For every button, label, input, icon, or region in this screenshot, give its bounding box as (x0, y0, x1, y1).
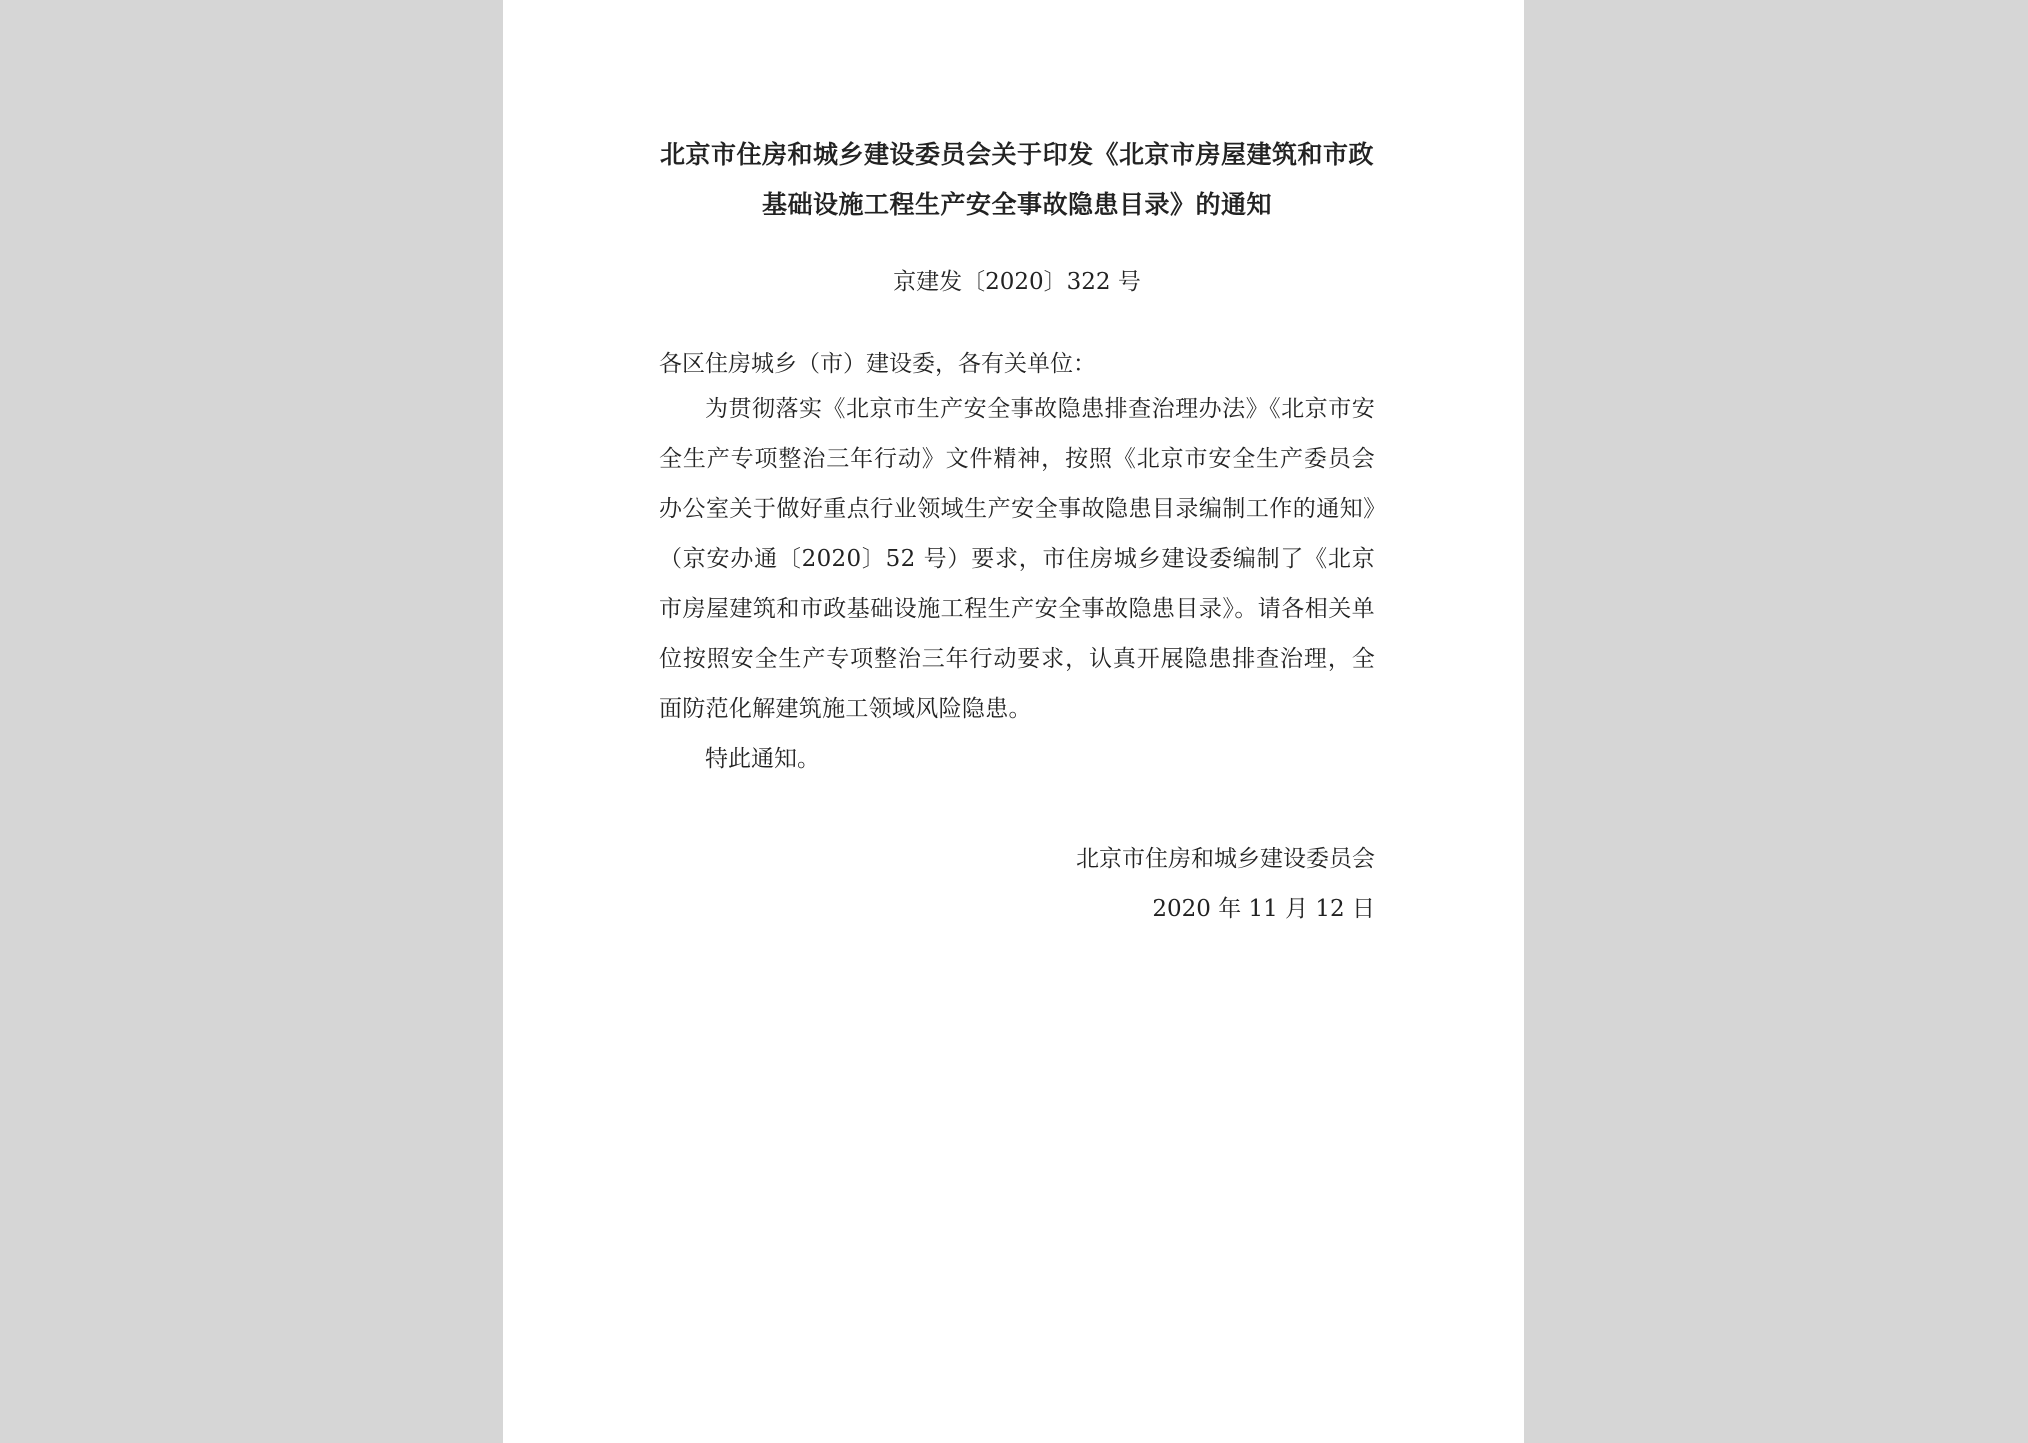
title-line-1: 北京市住房和城乡建设委员会关于印发《北京市房屋建筑和市政 (659, 140, 1374, 169)
document-content (659, 130, 1375, 934)
body-paragraph: 为贯彻落实《北京市生产安全事故隐患排查治理办法》《北京市安全生产专项整治三年行动》文件精神，按照《北京市安全生产委员会办公室关于做好重点行业领域生产安全事故隐患目录编制工作的通知》（京安办通〔2020〕52 号）要求，市住房城乡建设委编制了《北京市房屋建筑和市政基础设施工程生产安全事故隐患目录》。请各相关单位按照安全生产专项整治三年行动要求，认真开展隐患排查治理，全面防范化解建筑施工领域风险隐患。 (659, 396, 1375, 722)
document-title (659, 130, 1375, 230)
issuer-name: 北京市住房和城乡建设委员会 (1076, 846, 1375, 872)
issue-date: 2020 年 11 月 12 日 (1152, 896, 1375, 922)
document-number: 京建发〔2020〕322 号 (893, 269, 1141, 295)
signature-block (659, 834, 1375, 934)
closing-line: 特此通知。 (705, 746, 820, 772)
document-page (503, 0, 1524, 1443)
title-line-2: 基础设施工程生产安全事故隐患目录》的通知 (761, 190, 1272, 219)
addressee: 各区住房城乡（市）建设委，各有关单位： (659, 351, 1096, 377)
